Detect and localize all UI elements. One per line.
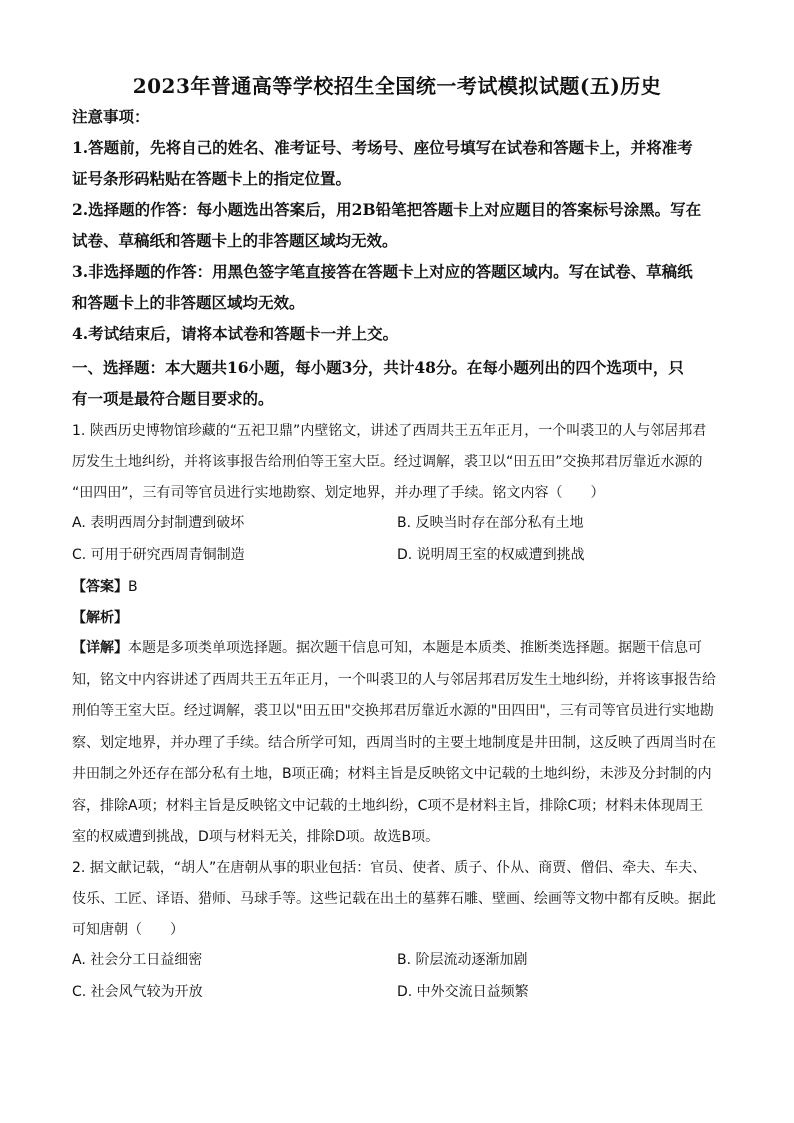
question-1-line-2: 厉发生土地纠纷，并将该事报告给刑伯等王室大臣。经过调解，裘卫以“田五田”交换邦君厉靠近水源的 (72, 454, 703, 470)
question-1-analysis-heading (72, 603, 128, 634)
notice-item-2-line-2: 试卷、草稿纸和答题卡上的非答题区域均无效。 (72, 231, 398, 250)
section-heading-line-1: 一、选择题：本大题共16小题，每小题3分，共计48分。在每小题列出的四个选项中，只 (72, 358, 684, 377)
question-2-option-b: B. 阶层流动逐渐加剧 (397, 952, 528, 968)
question-1-options-row-1 (72, 508, 728, 539)
notice-item-2-line-1: 2.选择题的作答：每小题选出答案后，用2B铅笔把答题卡上对应题目的答案标号涂黑。写在 (72, 200, 702, 219)
section-heading (72, 352, 728, 414)
detail-tag: 【详解】 (72, 640, 128, 656)
detail-line-4: 察、划定地界，并办理了手续。结合所学可知，西周当时的主要土地制度是井田制，这反映了西周当时在 (72, 734, 716, 751)
question-2-options-row-1 (72, 945, 728, 976)
question-1-detail (72, 633, 728, 854)
question-1-option-c: C. 可用于研究西周青铜制造 (72, 547, 245, 563)
detail-text-1: 本题是多项类单项选择题。据次题干信息可知，本题是本质类、推断类选择题。据题干信息可 (128, 640, 702, 656)
notice-item-1-line-2: 证号条形码粘贴在答题卡上的指定位置。 (72, 169, 352, 188)
question-1-option-d: D. 说明周王室的权威遭到挑战 (397, 547, 585, 563)
notice-item-3-line-2: 和答题卡上的非答题区域均无效。 (72, 293, 305, 312)
detail-line-5: 井田制之外还存在部分私有土地，B项正确；材料主旨是反映铭文中记载的土地纠纷，未涉及分封制的内 (72, 766, 712, 782)
question-1-option-b: B. 反映当时存在部分私有土地 (397, 515, 584, 531)
analysis-tag: 【解析】 (72, 610, 128, 626)
answer-tag: 【答案】 (72, 579, 128, 595)
notice-block (72, 101, 728, 349)
question-1-line-1: 1. 陕西历史博物馆珍藏的“五祀卫鼎”内壁铭文，讲述了西周共王五年正月，一个叫裘卫的人与邻居邦君 (72, 423, 707, 439)
detail-line-1 (72, 633, 728, 665)
question-2-options-row-2 (72, 977, 728, 1008)
question-1-line-3: “田四田”，三有司等官员进行实地勘察、划定地界，并办理了手续。铭文内容（ ） (72, 485, 605, 501)
answer-value: B (128, 579, 138, 595)
detail-line-7: 室的权威遭到挑战，D项与材料无关，排除D项。故选B项。 (72, 829, 440, 845)
page-title: 2023年普通高等学校招生全国统一考试模拟试题(五)历史 (132, 74, 662, 98)
notice-heading: 注意事项： (72, 107, 150, 126)
question-1-option-a: A. 表明西周分封制遭到破坏 (72, 515, 245, 531)
question-2-line-1: 2. 据文献记载，“胡人”在唐朝从事的职业包括：官员、使者、质子、仆从、商贾、僧侣、牵夫、车夫、 (72, 860, 707, 876)
question-2-stem (72, 853, 728, 946)
question-2-option-d: D. 中外交流日益频繁 (397, 984, 529, 1000)
question-1-options-row-2 (72, 540, 728, 571)
question-2-line-3: 可知唐朝（ ） (72, 922, 184, 938)
question-1-answer (72, 572, 138, 603)
notice-item-3-line-1: 3.非选择题的作答：用黑色签字笔直接答在答题卡上对应的答题区域内。写在试卷、草稿纸 (72, 262, 693, 281)
question-2-option-c: C. 社会风气较为开放 (72, 984, 203, 1000)
notice-item-4-line-1: 4.考试结束后，请将本试卷和答题卡一并上交。 (72, 324, 399, 343)
detail-line-6: 容，排除A项；材料主旨是反映铭文中记载的土地纠纷，C项不是材料主旨，排除C项；材料未体现周王 (72, 797, 704, 814)
notice-item-1-line-1: 1.答题前，先将自己的姓名、准考证号、考场号、座位号填写在试卷和答题卡上，并将准考 (72, 138, 693, 157)
detail-line-3: 刑伯等王室大臣。经过调解，裘卫以"田五田"交换邦君厉靠近水源的"田四田"，三有司等官员进行实地勘 (72, 703, 714, 719)
detail-line-2: 知，铭文中内容讲述了西周共王五年正月，一个叫裘卫的人与邻居邦君厉发生土地纠纷，并将该事报告给 (72, 671, 716, 688)
question-1-stem (72, 416, 728, 509)
question-2-line-2: 伎乐、工匠、译语、猎师、马球手等。这些记载在出土的墓葬石雕、壁画、绘画等文物中都有反映。据此 (72, 891, 716, 907)
question-2-option-a: A. 社会分工日益细密 (72, 952, 203, 968)
section-heading-line-2: 有一项是最符合题目要求的。 (72, 389, 274, 408)
